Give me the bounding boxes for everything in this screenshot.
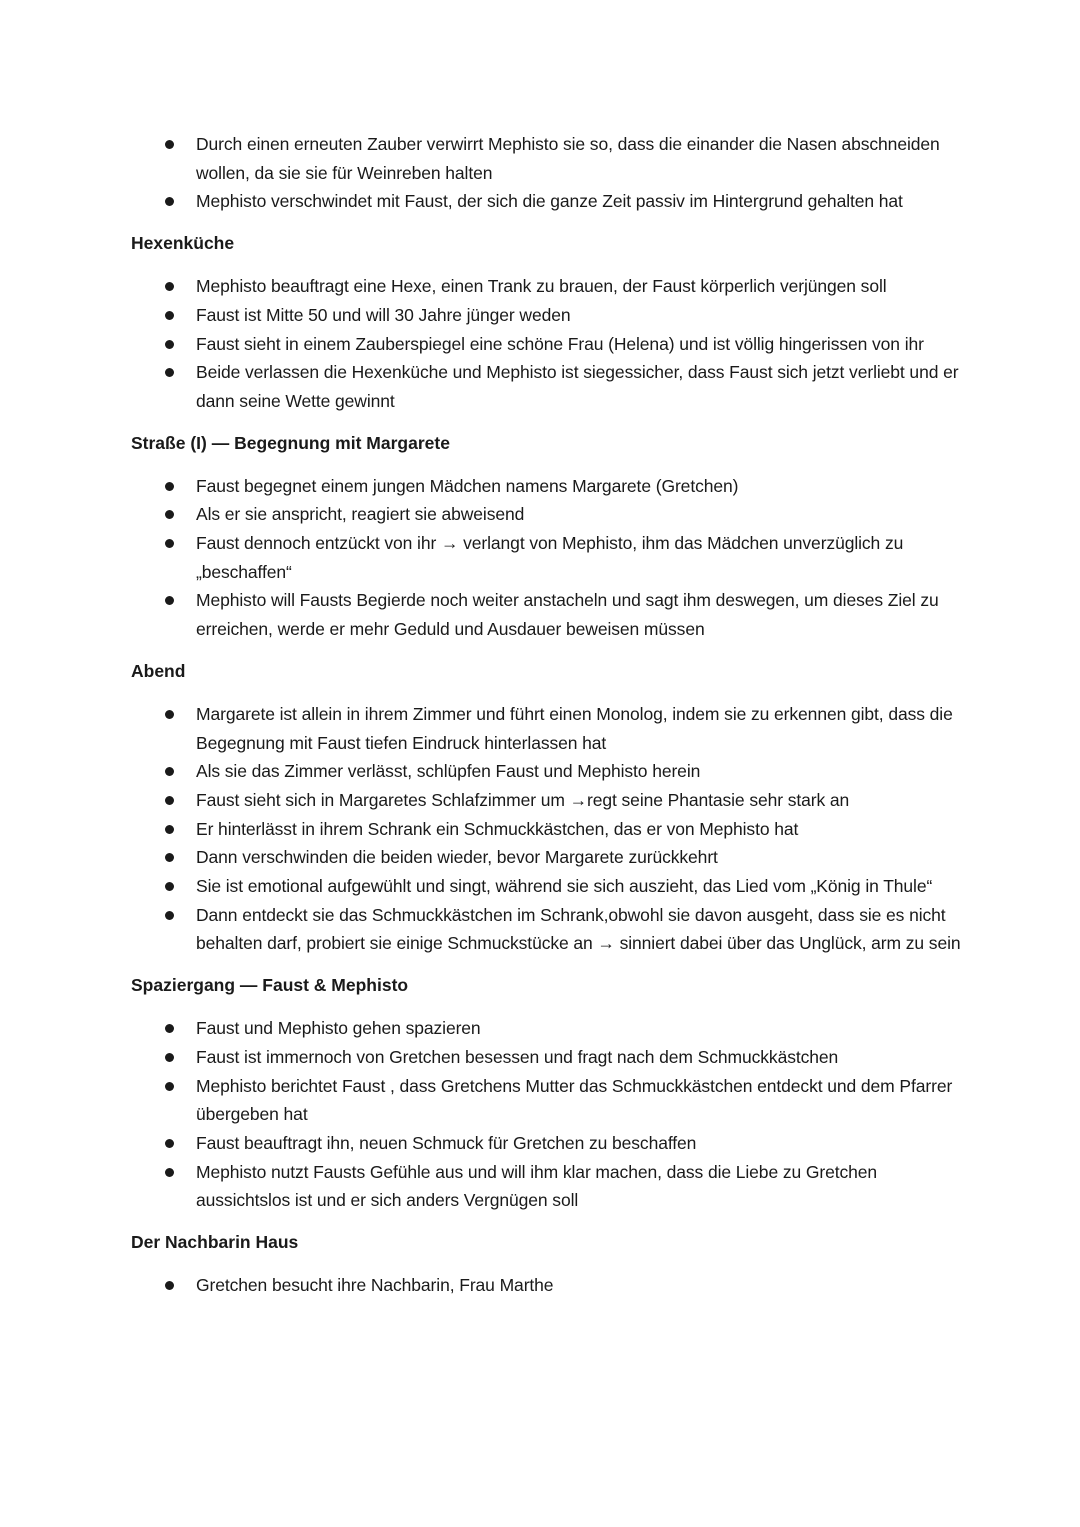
bullet-list-abend xyxy=(131,700,961,958)
list-item: Faust ist Mitte 50 und will 30 Jahre jünger weden xyxy=(131,301,961,330)
list-item: Mephisto berichtet Faust , dass Gretchens Mutter das Schmuckkästchen entdeckt und dem Pfarrer übergeben hat xyxy=(131,1072,961,1129)
section-heading-hexenkueche: Hexenküche xyxy=(131,233,235,254)
list-item: Faust ist immernoch von Gretchen besessen und fragt nach dem Schmuckkästchen xyxy=(131,1043,961,1072)
list-item: Durch einen erneuten Zauber verwirrt Mephisto sie so, dass die einander die Nasen abschneiden wollen, da sie sie für Weinreben halten xyxy=(131,130,961,187)
list-item: Sie ist emotional aufgewühlt und singt, während sie sich auszieht, das Lied vom „König in Thule“ xyxy=(131,872,961,901)
list-item: Margarete ist allein in ihrem Zimmer und führt einen Monolog, indem sie zu erkennen gibt, dass die Begegnung mit Faust tiefen Eindruck hinterlassen hat xyxy=(131,700,961,757)
bullet-list-spaziergang xyxy=(131,1014,961,1215)
list-item: Dann entdeckt sie das Schmuckkästchen im Schrank,obwohl sie davon ausgeht, dass sie es nicht behalten darf, probiert sie einige Schmuckstücke an → sinniert dabei über das Unglück, arm zu sein xyxy=(131,901,961,958)
bullet-list-hexenkueche xyxy=(131,272,961,416)
list-item: Faust begegnet einem jungen Mädchen namens Margarete (Gretchen) xyxy=(131,472,961,501)
list-item: Faust dennoch entzückt von ihr → verlangt von Mephisto, ihm das Mädchen unverzüglich zu „beschaffen“ xyxy=(131,529,961,586)
list-item: Als er sie anspricht, reagiert sie abweisend xyxy=(131,500,961,529)
list-item: Mephisto beauftragt eine Hexe, einen Trank zu brauen, der Faust körperlich verjüngen soll xyxy=(131,272,961,301)
list-item: Faust sieht in einem Zauberspiegel eine schöne Frau (Helena) und ist völlig hingerissen von ihr xyxy=(131,330,961,359)
section-heading-strasse: Straße (I) — Begegnung mit Margarete xyxy=(131,432,450,453)
list-item: Mephisto nutzt Fausts Gefühle aus und will ihm klar machen, dass die Liebe zu Gretchen aussichtslos ist und er sich anders Vergnügen soll xyxy=(131,1158,961,1215)
list-item: Mephisto will Fausts Begierde noch weiter anstacheln und sagt ihm deswegen, um dieses Ziel zu erreichen, werde er mehr Geduld und Ausdauer beweisen müssen xyxy=(131,586,961,643)
list-item: Beide verlassen die Hexenküche und Mephisto ist siegessicher, dass Faust sich jetzt verliebt und er dann seine Wette gewinnt xyxy=(131,358,961,415)
section-heading-nachbarin-haus: Der Nachbarin Haus xyxy=(131,1232,299,1253)
list-item: Faust und Mephisto gehen spazieren xyxy=(131,1014,961,1043)
bullet-list-strasse xyxy=(131,472,961,644)
list-item: Faust sieht sich in Margaretes Schlafzimmer um →regt seine Phantasie sehr stark an xyxy=(131,786,961,815)
document-content xyxy=(131,130,961,1300)
bullet-list-continuation xyxy=(131,130,961,216)
bullet-list-nachbarin-haus xyxy=(131,1271,961,1300)
list-item: Gretchen besucht ihre Nachbarin, Frau Marthe xyxy=(131,1271,961,1300)
list-item: Mephisto verschwindet mit Faust, der sich die ganze Zeit passiv im Hintergrund gehalten hat xyxy=(131,187,961,216)
section-heading-abend: Abend xyxy=(131,660,186,681)
list-item: Er hinterlässt in ihrem Schrank ein Schmuckkästchen, das er von Mephisto hat xyxy=(131,815,961,844)
section-heading-spaziergang: Spaziergang — Faust & Mephisto xyxy=(131,975,409,996)
list-item: Als sie das Zimmer verlässt, schlüpfen Faust und Mephisto herein xyxy=(131,757,961,786)
list-item: Dann verschwinden die beiden wieder, bevor Margarete zurückkehrt xyxy=(131,843,961,872)
list-item: Faust beauftragt ihn, neuen Schmuck für Gretchen zu beschaffen xyxy=(131,1129,961,1158)
